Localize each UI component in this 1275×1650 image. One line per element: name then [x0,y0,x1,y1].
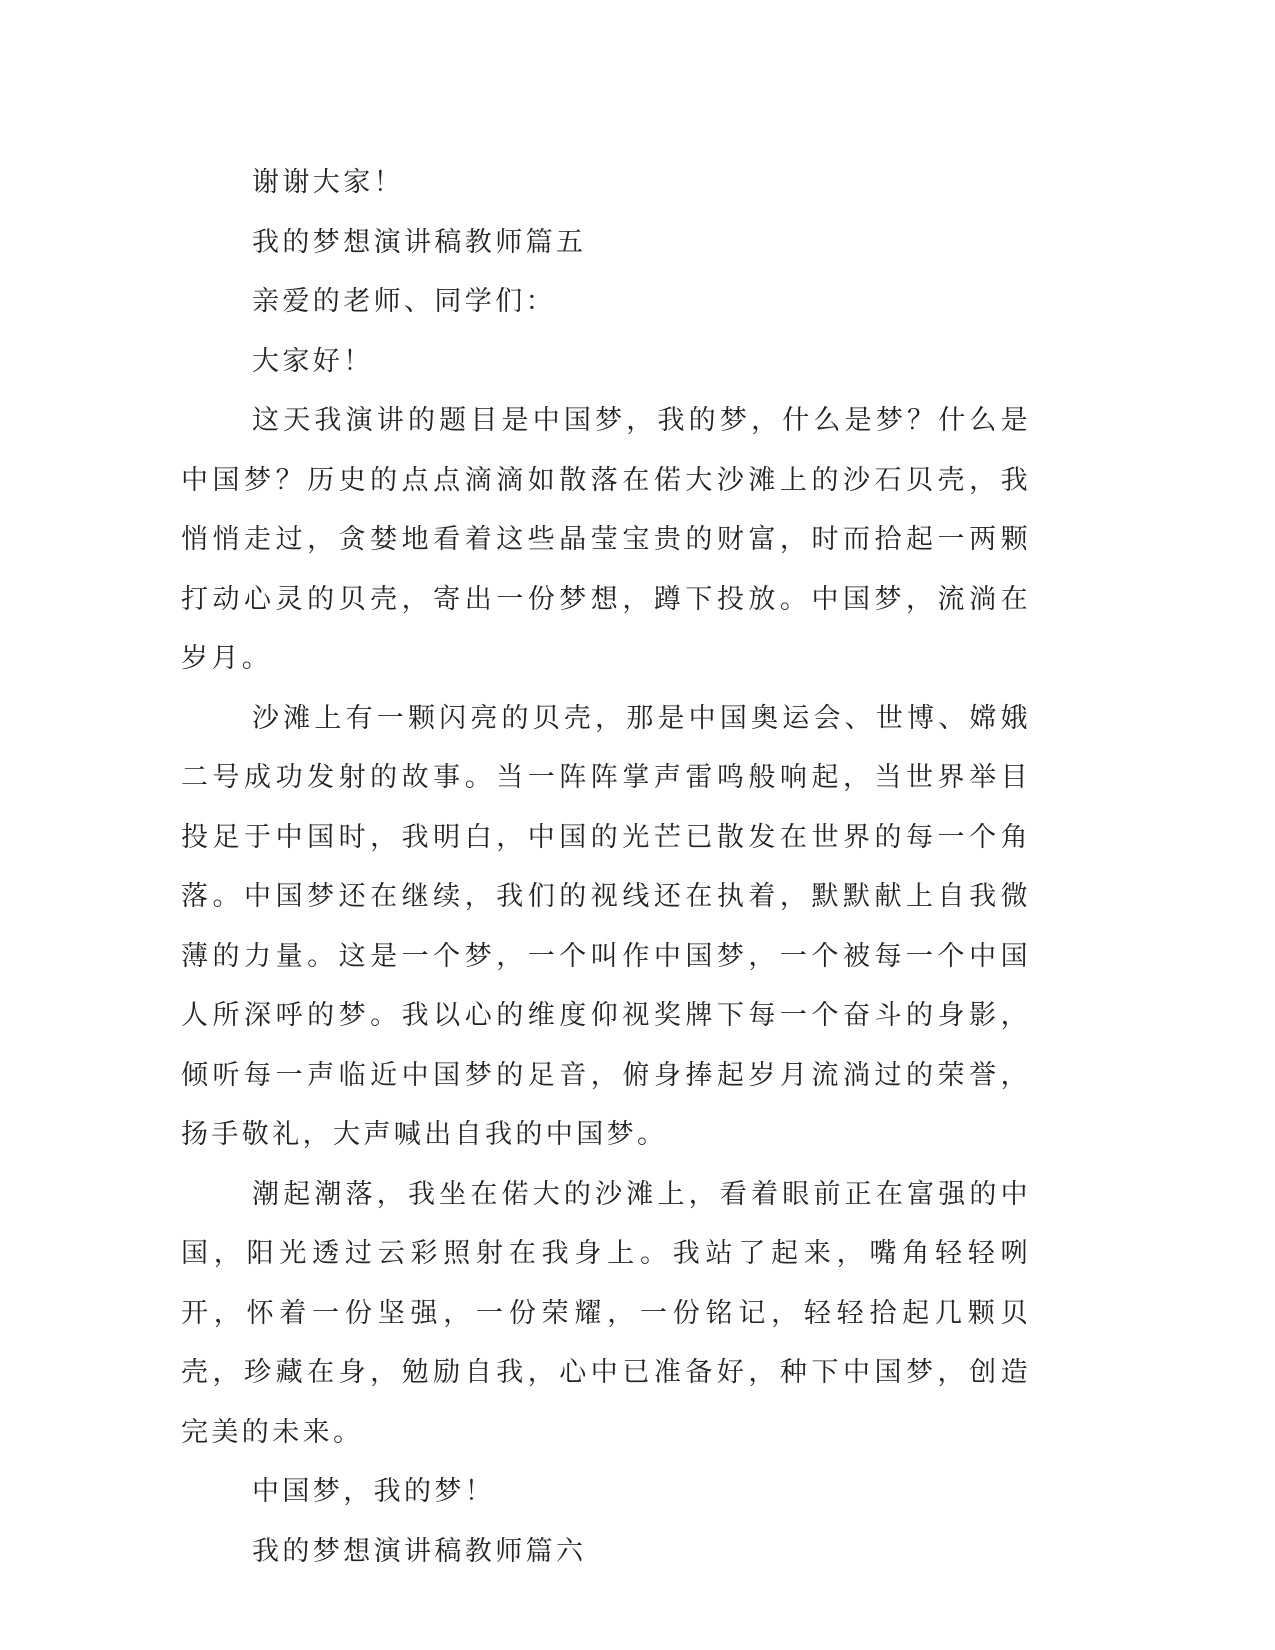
document-body [181,153,1031,1581]
paragraph-greeting: 大家好！ [252,345,374,377]
paragraph-closing: 中国梦，我的梦！ [252,1476,496,1507]
section-heading-five: 我的梦想演讲稿教师篇五 [252,226,587,258]
paragraph-body-1: 这天我演讲的题目是中国梦，我的梦，什么是梦？什么是中国梦？历史的点点滴滴如散落在偌大沙滩上的沙石贝壳，我悄悄走过，贪婪地看着这些晶莹宝贵的财富，时而拾起一两颗打动心灵的贝壳，寄出一份梦想，蹲下投放。中国梦，流淌在岁月。 [181,405,1031,674]
paragraph-thanks: 谢谢大家！ [252,167,404,198]
section-heading-six: 我的梦想演讲稿教师篇六 [252,1535,587,1567]
paragraph-salutation: 亲爱的老师、同学们： [252,286,556,317]
paragraph-body-2: 沙滩上有一颗闪亮的贝壳，那是中国奥运会、世博、嫦娥二号成功发射的故事。当一阵阵掌声雷鸣般响起，当世界举目投足于中国时，我明白，中国的光芒已散发在世界的每一个角落。中国梦还在继续，我们的视线还在执着，默默献上自我微薄的力量。这是一个梦，一个叫作中国梦，一个被每一个中国人所深呼的梦。我以心的维度仰视奖牌下每一个奋斗的身影，倾听每一声临近中国梦的足音，俯身捧起岁月流淌过的荣誉，扬手敬礼，大声喊出自我的中国梦。 [181,702,1031,1150]
paragraph-body-3: 潮起潮落，我坐在偌大的沙滩上，看着眼前正在富强的中国，阳光透过云彩照射在我身上。我站了起来，嘴角轻轻咧开，怀着一份坚强，一份荣耀，一份铭记，轻轻拾起几颗贝壳，珍藏在身，勉励自我，心中已准备好，种下中国梦，创造完美的未来。 [181,1178,1031,1448]
